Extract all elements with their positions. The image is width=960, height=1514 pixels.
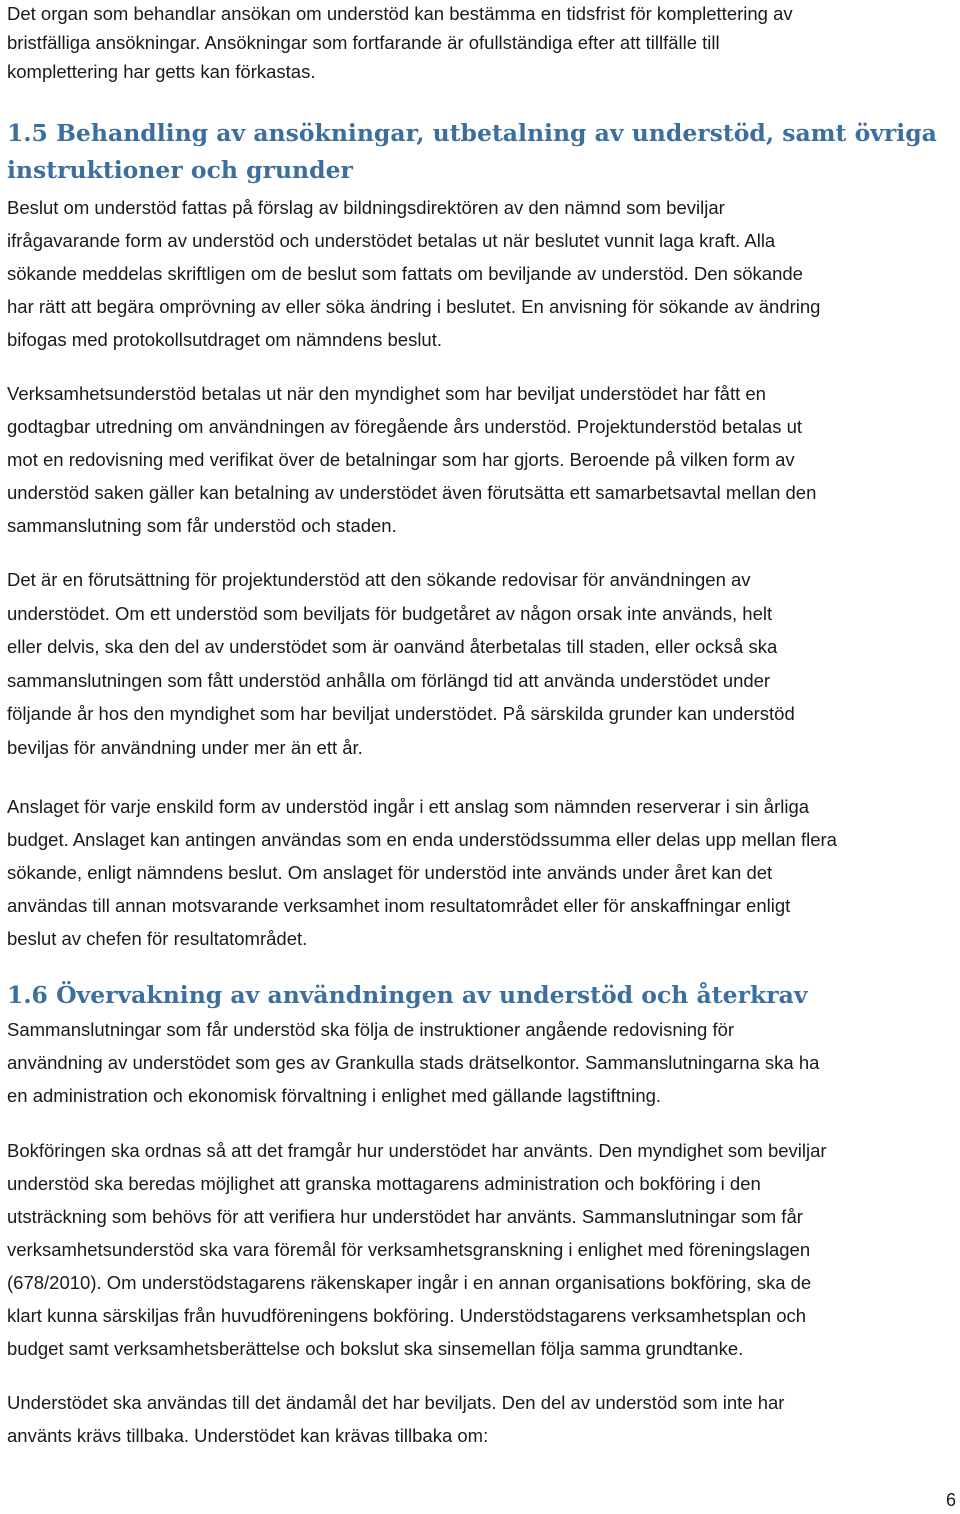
page-number: 6 — [945, 1490, 956, 1510]
section-1-5-paragraph-3: Det är en förutsättning för projektunderstöd att den sökande redovisar för användningen av understödet. Om ett understöd som beviljats för budgetåret av någon orsak inte används, helt eller delvis, ska den del av understödet som är oanvänd återbetalas till staden, eller också ska sammanslutningen som fått understöd anhålla om förlängd tid att använda understödet under följande år hos den myndighet som har beviljat understödet. På särskilda grunder kan understöd beviljas för användning under mer än ett år. — [7, 569, 795, 758]
section-1-6-paragraph-1: Sammanslutningar som får understöd ska följa de instruktioner angående redovisning för användning av understödet som ges av Grankulla stads drätselkontor. Sammanslutningarna ska ha en administration och ekonomisk förvaltning i enlighet med gällande lagstiftning. — [7, 1019, 820, 1106]
section-heading-1-6: 1.6 Övervakning av användningen av understöd och återkrav — [7, 981, 808, 1009]
section-1-5-paragraph-2: Verksamhetsunderstöd betalas ut när den myndighet som har beviljat understödet har fått en godtagbar utredning om användningen av föregående års understöd. Projektunderstöd betalas ut mot en redovisning med verifikat över de betalningar som har gjorts. Beroende på vilken form av understöd saken gäller kan betalning av understödet även förutsätta ett samarbetsavtal mellan den sammanslutning som får understöd och staden. — [7, 383, 817, 536]
section-1-5-paragraph-4: Anslaget för varje enskild form av understöd ingår i ett anslag som nämnden reserverar i sin årliga budget. Anslaget kan antingen användas som en enda understödssumma eller delas upp mellan flera sökande, enligt nämndens beslut. Om anslaget för understöd inte används under året kan det användas till annan motsvarande verksamhet inom resultatområdet eller för anskaffningar enligt beslut av chefen för resultatområdet. — [7, 796, 837, 949]
section-1-5-paragraph-1: Beslut om understöd fattas på förslag av bildningsdirektören av den nämnd som beviljar ifrågavarande form av understöd och understödet betalas ut när beslutet vunnit laga kraft. Alla sökande meddelas skriftligen om de beslut som fattats om beviljande av understöd. Den sökande har rätt att begära omprövning av eller söka ändring i beslutet. En anvisning för sökande av ändring bifogas med protokollsutdraget om nämndens beslut. — [7, 197, 821, 350]
section-heading-1-5: 1.5 Behandling av ansökningar, utbetalning av understöd, samt övriga instruktioner och grunder — [7, 119, 937, 184]
intro-paragraph: Det organ som behandlar ansökan om understöd kan bestämma en tidsfrist för komplettering av bristfälliga ansökningar. Ansökningar som fortfarande är ofullständiga efter att tillfälle till komplettering har getts kan förkastas. — [7, 3, 793, 82]
section-1-6-paragraph-3: Understödet ska användas till det ändamål det har beviljats. Den del av understöd som inte har använts krävs tillbaka. Understödet kan krävas tillbaka om: — [7, 1392, 785, 1446]
section-1-6-paragraph-2: Bokföringen ska ordnas så att det framgår hur understödet har använts. Den myndighet som beviljar understöd ska beredas möjlighet att granska mottagarens administration och bokföring i den utsträckning som behövs för att verifiera hur understödet har använts. Sammanslutningar som får verksamhetsunderstöd ska vara föremål för verksamhetsgranskning i enlighet med föreningslagen (678/2010). Om understödstagarens räkenskaper ingår i en annan organisations bokföring, ska de klart kunna särskiljas från huvudföreningens bokföring. Understödstagarens verksamhetsplan och budget samt verksamhetsberättelse och bokslut ska sinsemellan följa samma grundtanke. — [7, 1140, 827, 1359]
